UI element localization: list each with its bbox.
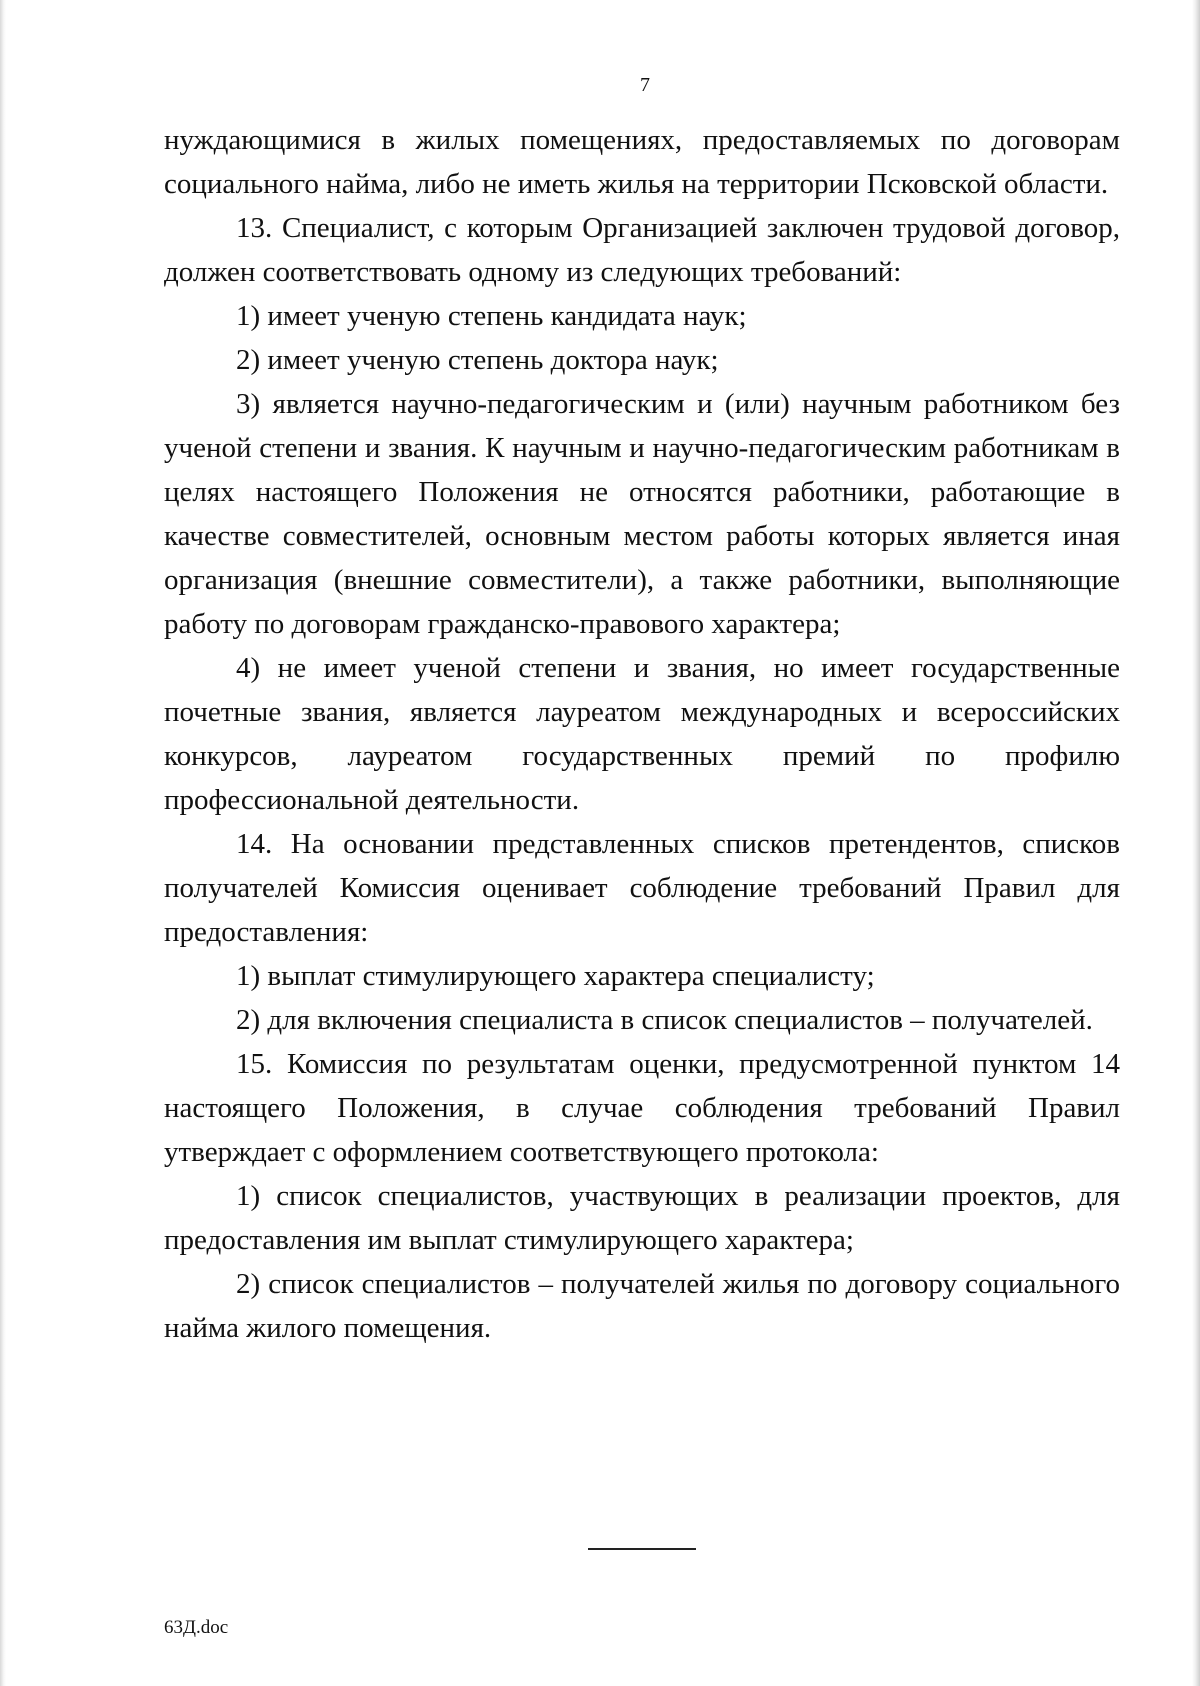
scan-edge-right — [1192, 0, 1200, 1686]
paragraph-13-sub-1: 1) имеет ученую степень кандидата наук; — [236, 300, 747, 332]
paragraph-15-sub-2: 2) список специалистов – получателей жилья по договору социального найма жилого помещения. — [164, 1268, 1120, 1344]
paragraph-13-sub-4: 4) не имеет ученой степени и звания, но имеет государственные почетные звания, является лауреатом международных и всероссийских конкурсов, лауреатом государственных премий по профилю профессиональной деятельности. — [164, 652, 1120, 816]
paragraph-item-15: 15. Комиссия по результатам оценки, предусмотренной пунктом 14 настоящего Положения, в случае соблюдения требований Правил утверждает с оформлением соответствующего протокола: — [164, 1048, 1120, 1168]
paragraph-item-14: 14. На основании представленных списков претендентов, списков получателей Комиссия оценивает соблюдение требований Правил для предоставления: — [164, 828, 1120, 948]
page-number: 7 — [640, 74, 650, 96]
paragraph-item-13: 13. Специалист, с которым Организацией заключен трудовой договор, должен соответствовать одному из следующих требований: — [164, 212, 1120, 288]
paragraph-13-sub-3: 3) является научно-педагогическим и (или) научным работником без ученой степени и звания. К научным и научно-педагогическим работникам в целях настоящего Положения не относятся работники, работающие в качестве совместителей, основным местом работы которых является иная организация (внешние совместители), а также работники, выполняющие работу по договорам гражданско-правового характера; — [164, 388, 1120, 640]
paragraph-13-sub-2: 2) имеет ученую степень доктора наук; — [236, 344, 719, 376]
end-of-document-rule — [588, 1548, 696, 1550]
paragraph-14-sub-2: 2) для включения специалиста в список специалистов – получателей. — [236, 1004, 1093, 1036]
footer-filename: 63Д.doc — [164, 1617, 229, 1638]
scan-edge-left — [0, 0, 6, 1686]
paragraph-continuation: нуждающимися в жилых помещениях, предоставляемых по договорам социального найма, либо не иметь жилья на территории Псковской области. — [164, 124, 1120, 200]
paragraph-14-sub-1: 1) выплат стимулирующего характера специалисту; — [236, 960, 875, 992]
document-body — [164, 118, 1120, 1350]
paragraph-15-sub-1: 1) список специалистов, участвующих в реализации проектов, для предоставления им выплат стимулирующего характера; — [164, 1180, 1120, 1256]
